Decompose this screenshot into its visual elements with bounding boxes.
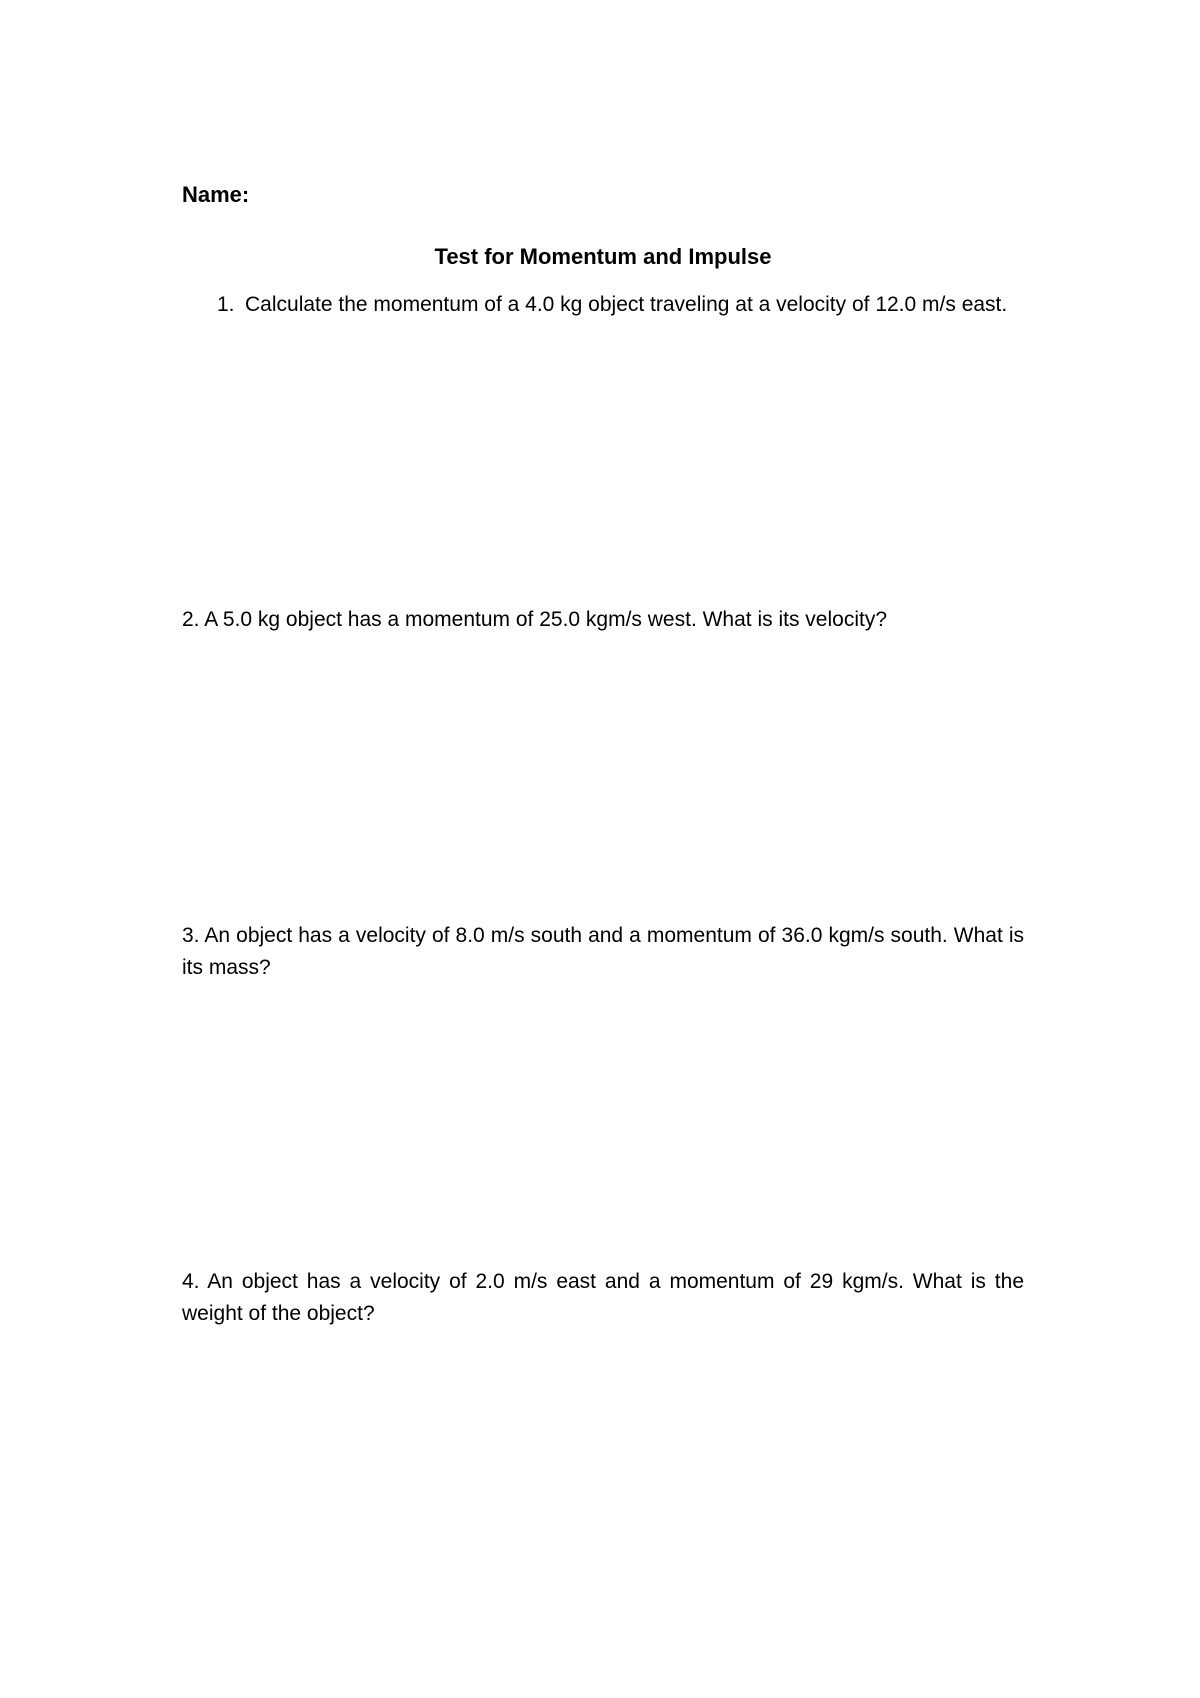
question-1-text: Calculate the momentum of a 4.0 kg object traveling at a velocity of 12.0 m/s east. <box>245 293 1008 316</box>
question-4 <box>182 1266 1024 1330</box>
question-4-number: 4. <box>182 1270 200 1293</box>
question-3-text: An object has a velocity of 8.0 m/s south and a momentum of 36.0 kgm/s south. What is its mass? <box>182 924 1024 979</box>
question-3 <box>182 920 1024 984</box>
question-2 <box>182 604 1024 636</box>
page-title: Test for Momentum and Impulse <box>434 244 772 269</box>
question-2-number: 2. <box>182 608 200 631</box>
name-label: Name: <box>182 182 250 207</box>
question-2-text: A 5.0 kg object has a momentum of 25.0 kgm/s west. What is its velocity? <box>204 608 888 631</box>
question-1-number: 1. <box>217 293 235 316</box>
question-1 <box>217 289 1024 321</box>
question-3-number: 3. <box>182 924 200 947</box>
question-4-text: An object has a velocity of 2.0 m/s east and a momentum of 29 kgm/s. What is the weight of the object? <box>182 1270 1024 1325</box>
